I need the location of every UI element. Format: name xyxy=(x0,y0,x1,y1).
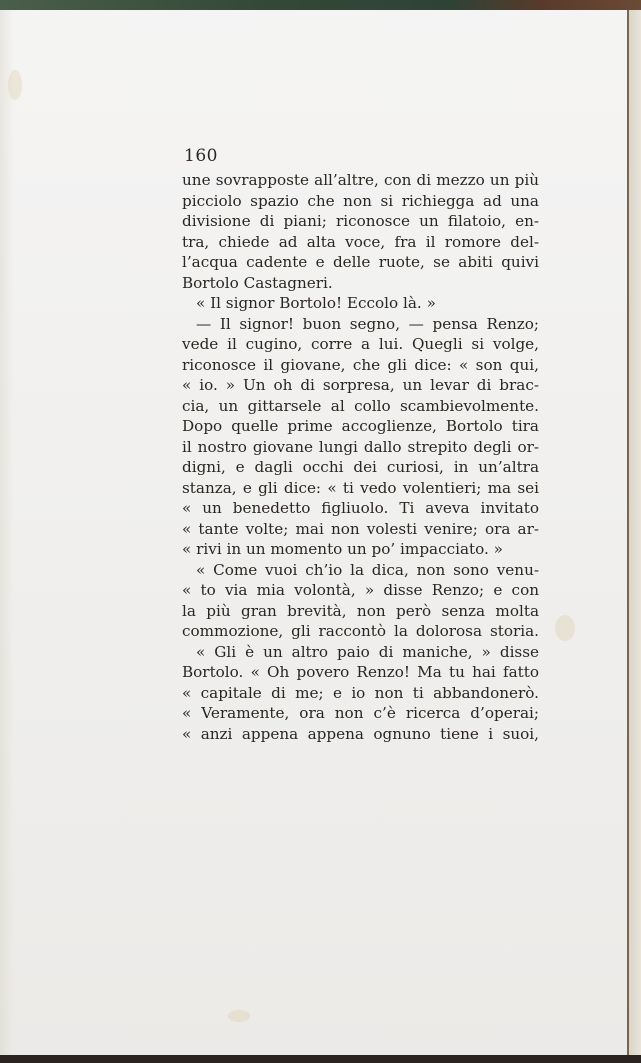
text-line: picciolo spazio che non si richiegga ad una xyxy=(182,191,539,210)
text-line: divisione di piani; riconosce un filatoio, en- xyxy=(182,212,539,230)
text-line: « Veramente, ora non c’è ricerca d’operai; xyxy=(182,704,539,722)
text-line: commozione, gli raccontò la dolorosa storia. xyxy=(182,622,539,640)
text-line: « capitale di me; e io non ti abbandonerò. xyxy=(182,683,539,702)
text-line: la più gran brevità, non però senza molta xyxy=(182,601,539,620)
text-line: « rivi in un momento un po’ impacciato. » xyxy=(182,540,503,558)
text-line: cia, un gittarsele al collo scambievolmente. xyxy=(182,396,539,415)
text-line: il nostro giovane lungi dallo strepito degli or- xyxy=(182,437,539,456)
paper-stain xyxy=(555,615,575,641)
text-line: « io. » Un oh di sorpresa, un levar di brac- xyxy=(182,376,539,394)
page-number: 160 xyxy=(184,146,218,166)
text-line: Dopo quelle prime accoglienze, Bortolo tira xyxy=(182,417,539,435)
text-line: « tante volte; mai non volesti venire; ora ar- xyxy=(182,519,539,538)
text-line: « anzi appena appena ognuno tiene i suoi, xyxy=(182,724,539,743)
text-line: « Gli è un altro paio di maniche, » disse xyxy=(196,642,539,661)
text-line: — Il signor! buon segno, — pensa Renzo; xyxy=(196,314,539,333)
text-line: tra, chiede ad alta voce, fra il romore del- xyxy=(182,232,539,251)
text-line: « to via mia volontà, » disse Renzo; e con xyxy=(182,581,539,599)
text-line: « Come vuoi ch’io la dica, non sono venu- xyxy=(196,560,539,579)
paper-stain xyxy=(228,1010,250,1022)
text-line: digni, e dagli occhi dei curiosi, in un’altra xyxy=(182,458,539,476)
paper-stain xyxy=(8,70,22,100)
text-line: vede il cugino, corre a lui. Quegli si volge, xyxy=(182,335,539,353)
text-line: Bortolo Castagneri. xyxy=(182,273,333,292)
text-line: Bortolo. « Oh povero Renzo! Ma tu hai fatto xyxy=(182,663,539,681)
book-cover-bottom-edge xyxy=(0,1055,641,1063)
text-line: riconosce il giovane, che gli dice: « son qui, xyxy=(182,355,539,374)
text-line: « un benedetto figliuolo. Ti aveva invitato xyxy=(182,499,539,517)
text-line: une sovrapposte all’altre, con di mezzo un più xyxy=(182,171,539,189)
text-line: l’acqua cadente e delle ruote, se abiti quivi xyxy=(182,253,539,271)
text-line: « Il signor Bortolo! Eccolo là. » xyxy=(196,294,436,312)
text-line: stanza, e gli dice: « ti vedo volentieri; ma sei xyxy=(182,478,539,497)
body-text xyxy=(182,170,539,744)
